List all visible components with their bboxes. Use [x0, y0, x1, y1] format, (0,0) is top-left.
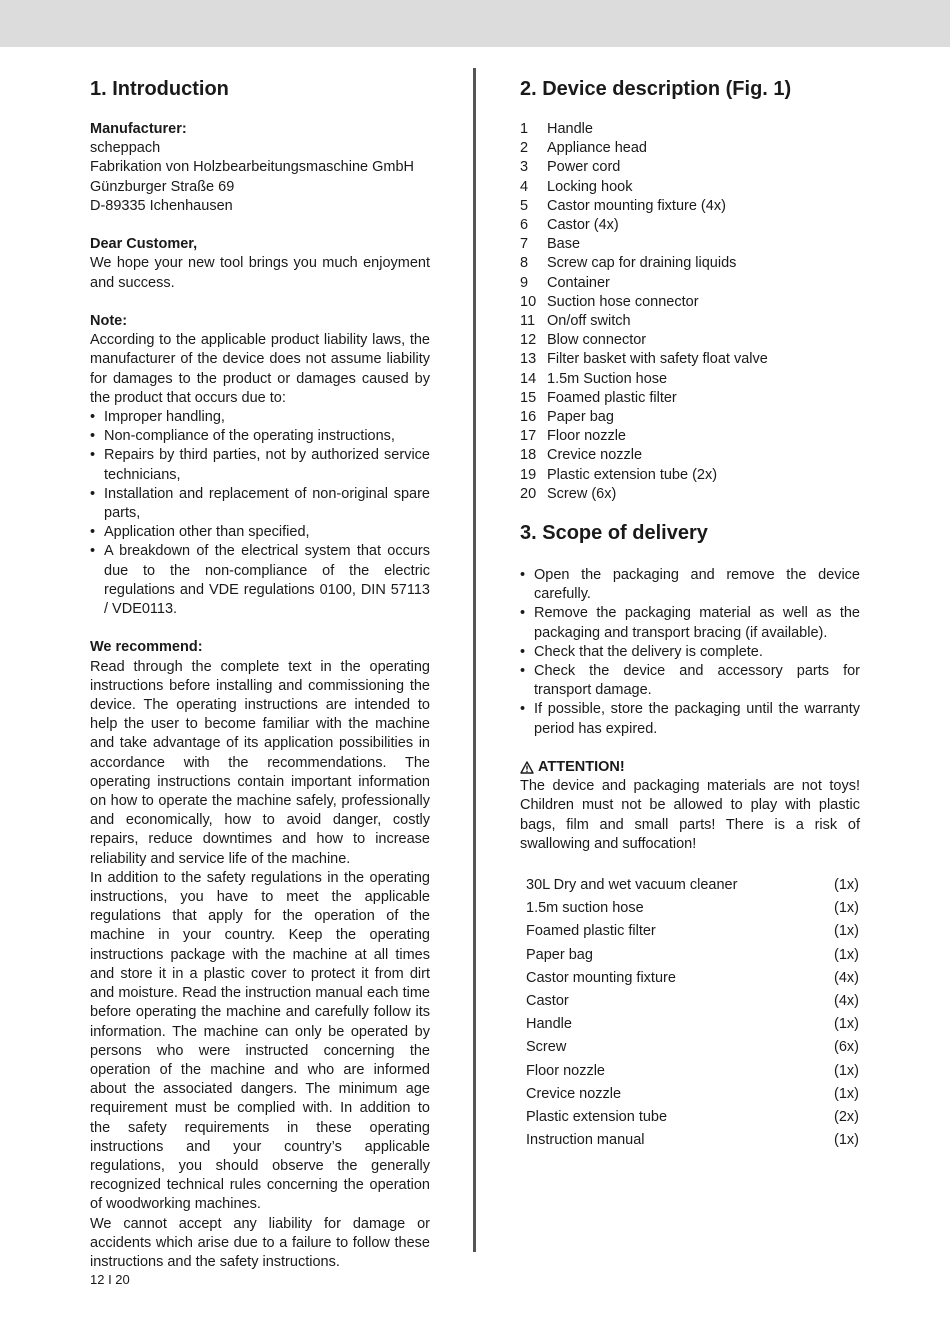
table-row: 30L Dry and wet vacuum cleaner (1x)	[526, 877, 859, 894]
manufacturer-line: Günzburger Straße 69	[90, 178, 235, 195]
recommend-paragraph: In addition to the safety regulations in the operating instructions, you have to meet the applicable regulations that apply for the operation of the machine in your country. Keep the operating instructions package with the machine at all times and store it in a plastic cover to protect it from dirt and moisture. Read the instruction manual each time before operating the machine and carefully follow its information. The machine can only be operated by persons who were instructed concerning the operation of the machine and who are informed about the associated dangers. The minimum age requirement must be complied with. In addition to the safety requirements in these operating instructions and your country’s applicable regulations, you should observe the generally recognized technical rules concerning the operation of woodworking machines.	[90, 869, 430, 1213]
list-item: 11 On/off switch	[520, 313, 631, 330]
list-item: 19 Plastic extension tube (2x)	[520, 466, 718, 483]
table-row: Crevice nozzle (1x)	[526, 1085, 859, 1102]
recommend-paragraph: We cannot accept any liability for damage or accidents which arise due to a failure to follow these instructions and the safety instructions.	[90, 1215, 430, 1270]
description-column	[520, 76, 860, 1154]
unpacking-bullet-list	[520, 566, 860, 739]
note-label: Note:	[90, 313, 128, 329]
list-item: 20 Screw (6x)	[520, 485, 617, 502]
device-parts-list	[520, 120, 860, 504]
manufacturer-line: D-89335 Ichenhausen	[90, 197, 233, 214]
introduction-heading: 1. Introduction	[90, 78, 229, 100]
header-band	[0, 0, 950, 47]
list-item: 14 1.5m Suction hose	[520, 370, 668, 387]
table-row: Castor (4x)	[526, 993, 859, 1010]
table-row: Screw (6x)	[526, 1039, 859, 1056]
list-item: 7 Base	[520, 236, 581, 253]
list-item: 15 Foamed plastic filter	[520, 389, 677, 406]
manufacturer-line: Fabrikation von Holzbearbeitungsmaschine GmbH	[90, 159, 414, 176]
table-row: Floor nozzle (1x)	[526, 1062, 859, 1079]
list-item: 3 Power cord	[520, 159, 621, 176]
manufacturer-line: scheppach	[90, 140, 161, 157]
liability-bullet: • Non-compliance of the operating instructions,	[90, 427, 430, 446]
unpacking-bullet: • Check the device and accessory parts for transport damage.	[520, 662, 860, 700]
unpacking-bullet: • Remove the packaging material as well as the packaging and transport bracing (if available).	[520, 604, 860, 642]
list-item: 1 Handle	[520, 121, 593, 137]
warning-triangle-icon	[520, 761, 534, 774]
list-item: 10 Suction hose connector	[520, 293, 699, 310]
page-number: 12 I 20	[90, 1272, 130, 1287]
unpacking-bullet: • Open the packaging and remove the device carefully.	[520, 566, 860, 604]
device-description-heading: 2. Device description (Fig. 1)	[520, 78, 792, 100]
manufacturer-label: Manufacturer:	[90, 121, 187, 137]
recommend-label: We recommend:	[90, 639, 203, 656]
list-item: 16 Paper bag	[520, 409, 614, 426]
recommend-paragraph: Read through the complete text in the operating instructions before installing and commissioning the device. The operating instructions are intended to help the user to become familiar with the machine and take advantage of its application possibilities in accordance with the recommendations. The operating instructions contain important information on how to operate the machine safely, professionally and economically, how to avoid danger, costly repairs, reduce downtimes and how to increase reliability and service life of the machine.	[90, 658, 430, 867]
dear-customer-text: We hope your new tool brings you much enjoyment and success.	[90, 255, 430, 291]
liability-bullet: • Installation and replacement of non-original spare parts,	[90, 485, 430, 523]
liability-bullet-list	[90, 408, 430, 619]
table-row: Paper bag (1x)	[526, 946, 859, 963]
unpacking-bullet: • Check that the delivery is complete.	[520, 643, 860, 662]
list-item: 4 Locking hook	[520, 178, 633, 195]
unpacking-bullet: • If possible, store the packaging until the warranty period has expired.	[520, 700, 860, 738]
attention-heading	[520, 758, 860, 777]
liability-bullet: • Application other than specified,	[90, 523, 430, 542]
liability-bullet: • A breakdown of the electrical system that occurs due to the non-compliance of the electric regulations and VDE regulations 0100, DIN 57113 / VDE0113.	[90, 542, 430, 619]
list-item: 5 Castor mounting fixture (4x)	[520, 197, 726, 214]
table-row: Castor mounting fixture (4x)	[526, 969, 859, 986]
list-item: 8 Screw cap for draining liquids	[520, 255, 737, 272]
column-divider	[473, 68, 476, 1252]
list-item: 2 Appliance head	[520, 140, 647, 157]
list-item: 13 Filter basket with safety float valve	[520, 351, 768, 368]
delivery-contents-table	[526, 876, 859, 1154]
table-row: Handle (1x)	[526, 1016, 859, 1033]
list-item: 9 Container	[520, 274, 610, 291]
note-text: According to the applicable product liability laws, the manufacturer of the device does not assume liability for damages to the product or damages caused by the product that occurs due to:	[90, 332, 430, 406]
list-item: 17 Floor nozzle	[520, 428, 626, 445]
table-row: Plastic extension tube (2x)	[526, 1108, 859, 1125]
liability-bullet: • Repairs by third parties, not by authorized service technicians,	[90, 446, 430, 484]
table-row: Instruction manual (1x)	[526, 1132, 859, 1149]
scope-of-delivery-heading: 3. Scope of delivery	[520, 522, 708, 545]
table-row: Foamed plastic filter (1x)	[526, 923, 859, 940]
attention-label: ATTENTION!	[538, 759, 625, 776]
attention-text: The device and packaging materials are not toys! Children must not be allowed to play with plastic bags, film and small parts! There is a risk of swallowing and suffocation!	[520, 778, 860, 852]
introduction-column	[90, 76, 430, 1272]
list-item: 6 Castor (4x)	[520, 217, 619, 234]
liability-bullet: • Improper handling,	[90, 408, 430, 427]
dear-customer-label: Dear Customer,	[90, 236, 198, 253]
table-row: 1.5m suction hose (1x)	[526, 900, 859, 917]
list-item: 12 Blow connector	[520, 332, 647, 349]
list-item: 18 Crevice nozzle	[520, 447, 643, 464]
